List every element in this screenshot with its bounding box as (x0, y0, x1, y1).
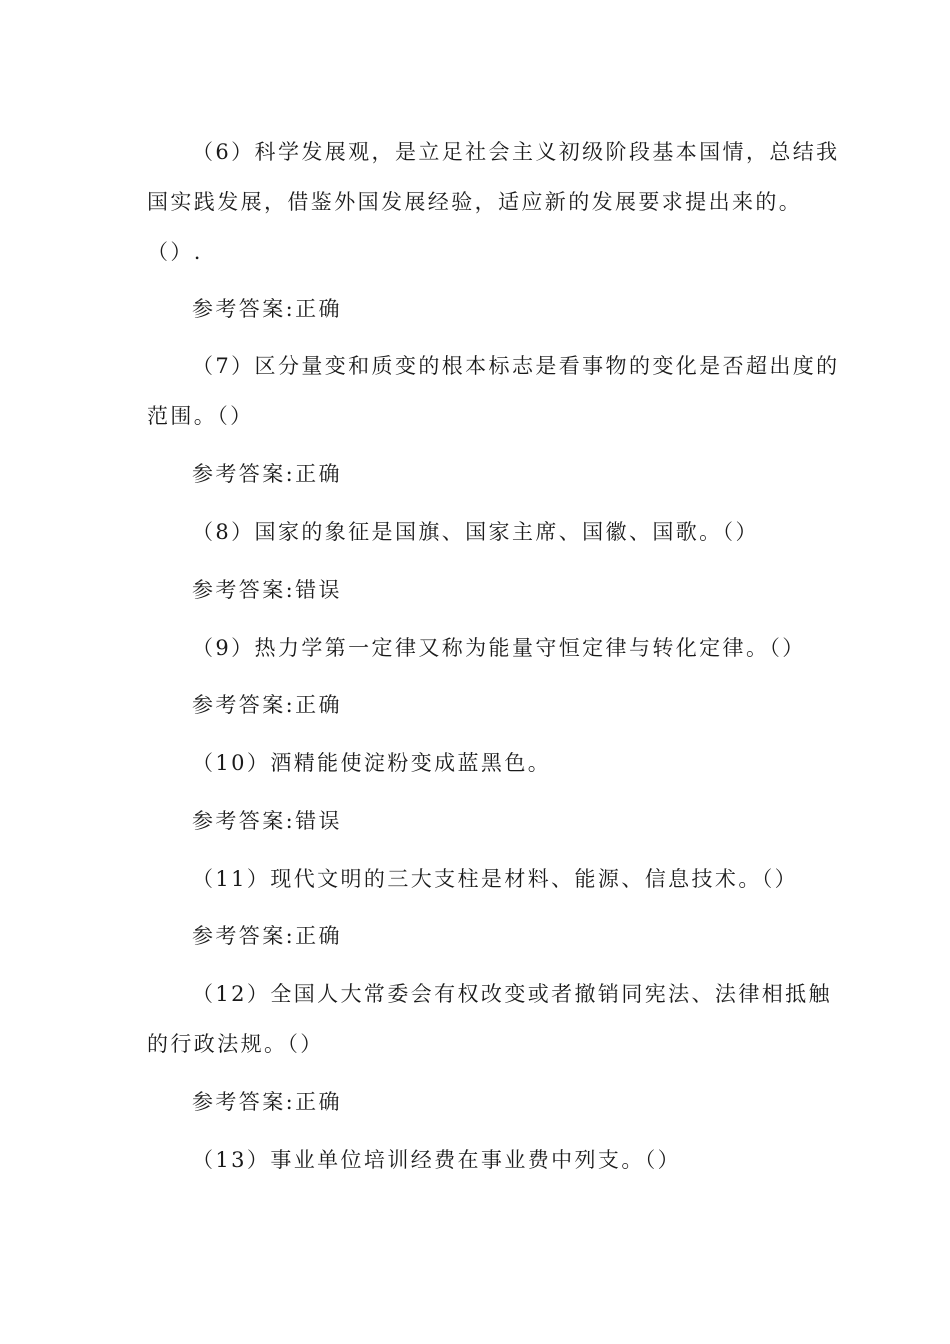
question-10-line-1: （10）酒精能使淀粉变成蓝黑色。 (192, 751, 552, 775)
answer-10: 参考答案:错误 (192, 809, 342, 833)
answer-12: 参考答案:正确 (192, 1090, 342, 1114)
question-7-line-1: （7）区分量变和质变的根本标志是看事物的变化是否超出度的 (192, 354, 840, 378)
question-6-line-1: （6）科学发展观，是立足社会主义初级阶段基本国情，总结我 (192, 140, 840, 164)
answer-8: 参考答案:错误 (192, 578, 342, 602)
question-11-line-1: （11）现代文明的三大支柱是材料、能源、信息技术。（） (192, 867, 799, 891)
answer-11: 参考答案:正确 (192, 924, 342, 948)
question-6-line-2: 国实践发展，借鉴外国发展经验，适应新的发展要求提出来的。 (147, 190, 803, 214)
question-12-line-1: （12）全国人大常委会有权改变或者撤销同宪法、法律相抵触 (192, 982, 832, 1006)
question-13-line-1: （13）事业单位培训经费在事业费中列支。（） (192, 1148, 682, 1172)
question-8-line-1: （8）国家的象征是国旗、国家主席、国徽、国歌。（） (192, 520, 759, 544)
answer-7: 参考答案:正确 (192, 462, 342, 486)
answer-6: 参考答案:正确 (192, 297, 342, 321)
question-6-line-3: （）. (147, 240, 203, 264)
answer-9: 参考答案:正确 (192, 693, 342, 717)
question-7-line-2: 范围。（） (147, 404, 254, 428)
question-12-line-2: 的行政法规。（） (147, 1032, 324, 1056)
question-9-line-1: （9）热力学第一定律又称为能量守恒定律与转化定律。（） (192, 636, 806, 660)
